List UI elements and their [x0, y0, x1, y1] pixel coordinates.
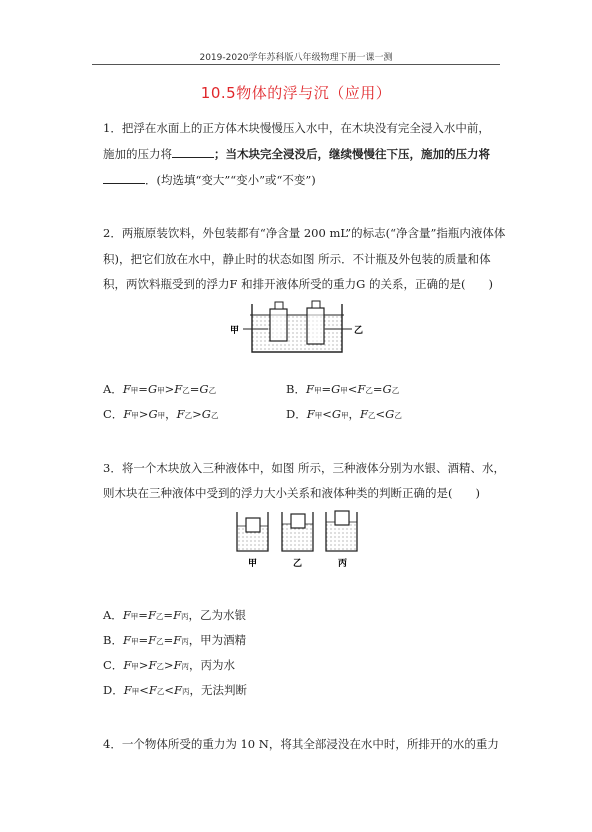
q2-option-d[interactable]: D．F甲<G甲，F乙<G乙: [286, 407, 402, 421]
q2-bottle-jia: [270, 309, 287, 341]
page-title: 10.5物体的浮与沉（应用）: [200, 84, 392, 102]
q3-figure-beakers: [234, 508, 364, 570]
q2-line3: 积，两饮料瓶受到的浮力F 和排开液体所受的重力G 的关系，正确的是( ): [103, 277, 493, 291]
q1-line2-a: 施加的压力将: [103, 147, 172, 161]
q2-option-a[interactable]: A．F甲=G甲>F乙=G乙: [103, 382, 217, 396]
q3-option-a[interactable]: A．F甲=F乙=F丙，乙为水银: [103, 608, 247, 622]
q3-option-d[interactable]: D．F甲<F乙<F丙，无法判断: [103, 683, 247, 697]
q1-blank-1[interactable]: [172, 147, 214, 158]
q3-block-yi: [291, 514, 305, 528]
q1-line2: [103, 147, 490, 161]
q3-option-b[interactable]: B．F甲=F乙=F丙，甲为酒精: [103, 633, 247, 647]
header-rule: [92, 64, 500, 65]
q1-line1: 1．把浮在水面上的正方体木块慢慢压入水中，在木块没有完全浸入水中前，: [103, 121, 490, 135]
q3-option-c[interactable]: C．F甲>F乙>F丙，丙为水: [103, 658, 236, 672]
q2-bottle-yi-cap: [312, 301, 320, 308]
q3-label-bing: 丙: [338, 559, 348, 569]
q3-line1: 3．将一个木块放入三种液体中，如图 所示，三种液体分别为水银、酒精、水，: [103, 461, 505, 475]
q2-fig-label-jia: 甲: [230, 326, 240, 336]
q3-label-jia: 甲: [248, 559, 258, 569]
q2-figure-bottles: [228, 296, 368, 356]
q3-block-bing: [335, 511, 349, 525]
q2-option-b[interactable]: B．F甲=G甲<F乙=G乙: [286, 382, 400, 396]
q2-fig-label-yi: 乙: [354, 326, 364, 336]
q2-bottle-yi: [307, 308, 324, 344]
q2-option-c[interactable]: C．F甲>G甲，F乙>G乙: [103, 407, 219, 421]
q3-line2: 则木块在三种液体中受到的浮力大小关系和液体种类的判断正确的是( ): [103, 486, 480, 500]
q2-line1: 2．两瓶原装饮料，外包装都有“净含量 200 mL”的标志(“净含量”指瓶内液体体: [103, 226, 506, 240]
q4-line1: 4．一个物体所受的重力为 10 N，将其全部浸没在水中时，所排开的水的重力: [103, 737, 499, 751]
q2-water: [252, 315, 342, 352]
q3-label-yi: 乙: [293, 559, 303, 569]
q2-line2: 积)，把它们放在水中，静止时的状态如图 所示．不计瓶及外包装的质量和体: [103, 252, 491, 266]
q2-bottle-jia-cap: [275, 302, 283, 309]
q1-line3-b: ．(均选填“变大”“变小”或“不变”): [145, 173, 316, 187]
q1-line3: [103, 173, 316, 187]
q3-block-jia: [246, 518, 260, 532]
page-header: 2019-2020学年苏科版八年级物理下册一课一测: [199, 53, 393, 63]
q3-liquid-bing: [326, 522, 357, 551]
q1-blank-2[interactable]: [103, 173, 145, 184]
q1-line2-b: ；当木块完全浸没后，继续慢慢往下压，施加的压力将: [214, 147, 490, 161]
